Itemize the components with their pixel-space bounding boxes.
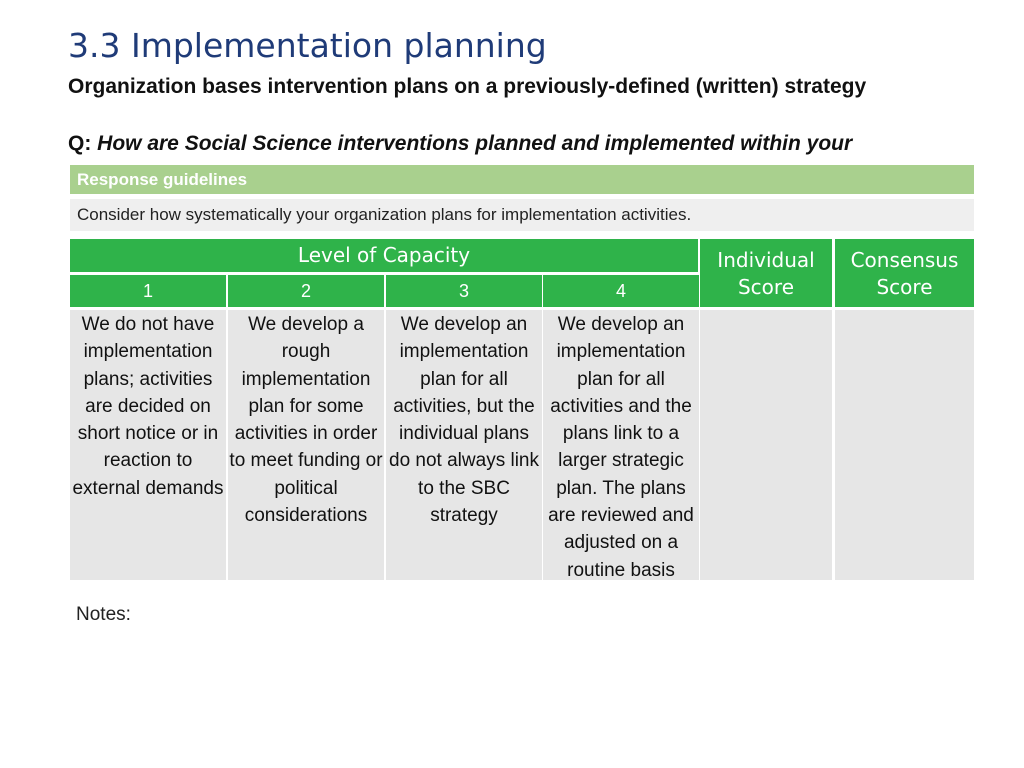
level-2-description: We develop a rough implementation plan for some activities in order to meet funding or political considerations [228,310,384,580]
level-1-header: 1 [70,275,226,307]
level-of-capacity-header: Level of Capacity [70,239,698,275]
page-subtitle: Organization bases intervention plans on a previously-defined (written) strategy [68,75,867,98]
level-4-header: 4 [543,275,699,307]
level-4-description: We develop an implementation plan for all activities and the plans link to a larger strategic plan. The plans are reviewed and adjusted on a routine basis [543,310,699,580]
consensus-score-header: Consensus Score [835,239,974,307]
level-2-header: 2 [228,275,384,307]
notes-label: Notes: [76,604,131,625]
level-3-description: We develop an implementation plan for all activities, but the individual plans do not always link to the SBC strategy [386,310,542,580]
question-prefix: Q: [68,132,92,155]
question [68,130,928,160]
response-guidelines-text: Consider how systematically your organization plans for implementation activities. [70,199,974,231]
question-text: How are Social Science interventions planned and implemented within your [97,132,853,155]
page-title: 3.3 Implementation planning [68,26,547,65]
level-3-header: 3 [386,275,542,307]
response-guidelines-header: Response guidelines [70,165,974,194]
individual-score-header: Individual Score [700,239,832,307]
individual-score-cell[interactable] [700,310,832,580]
consensus-score-cell[interactable] [835,310,974,580]
level-1-description: We do not have implementation plans; activities are decided on short notice or in reaction to external demands [70,310,226,580]
